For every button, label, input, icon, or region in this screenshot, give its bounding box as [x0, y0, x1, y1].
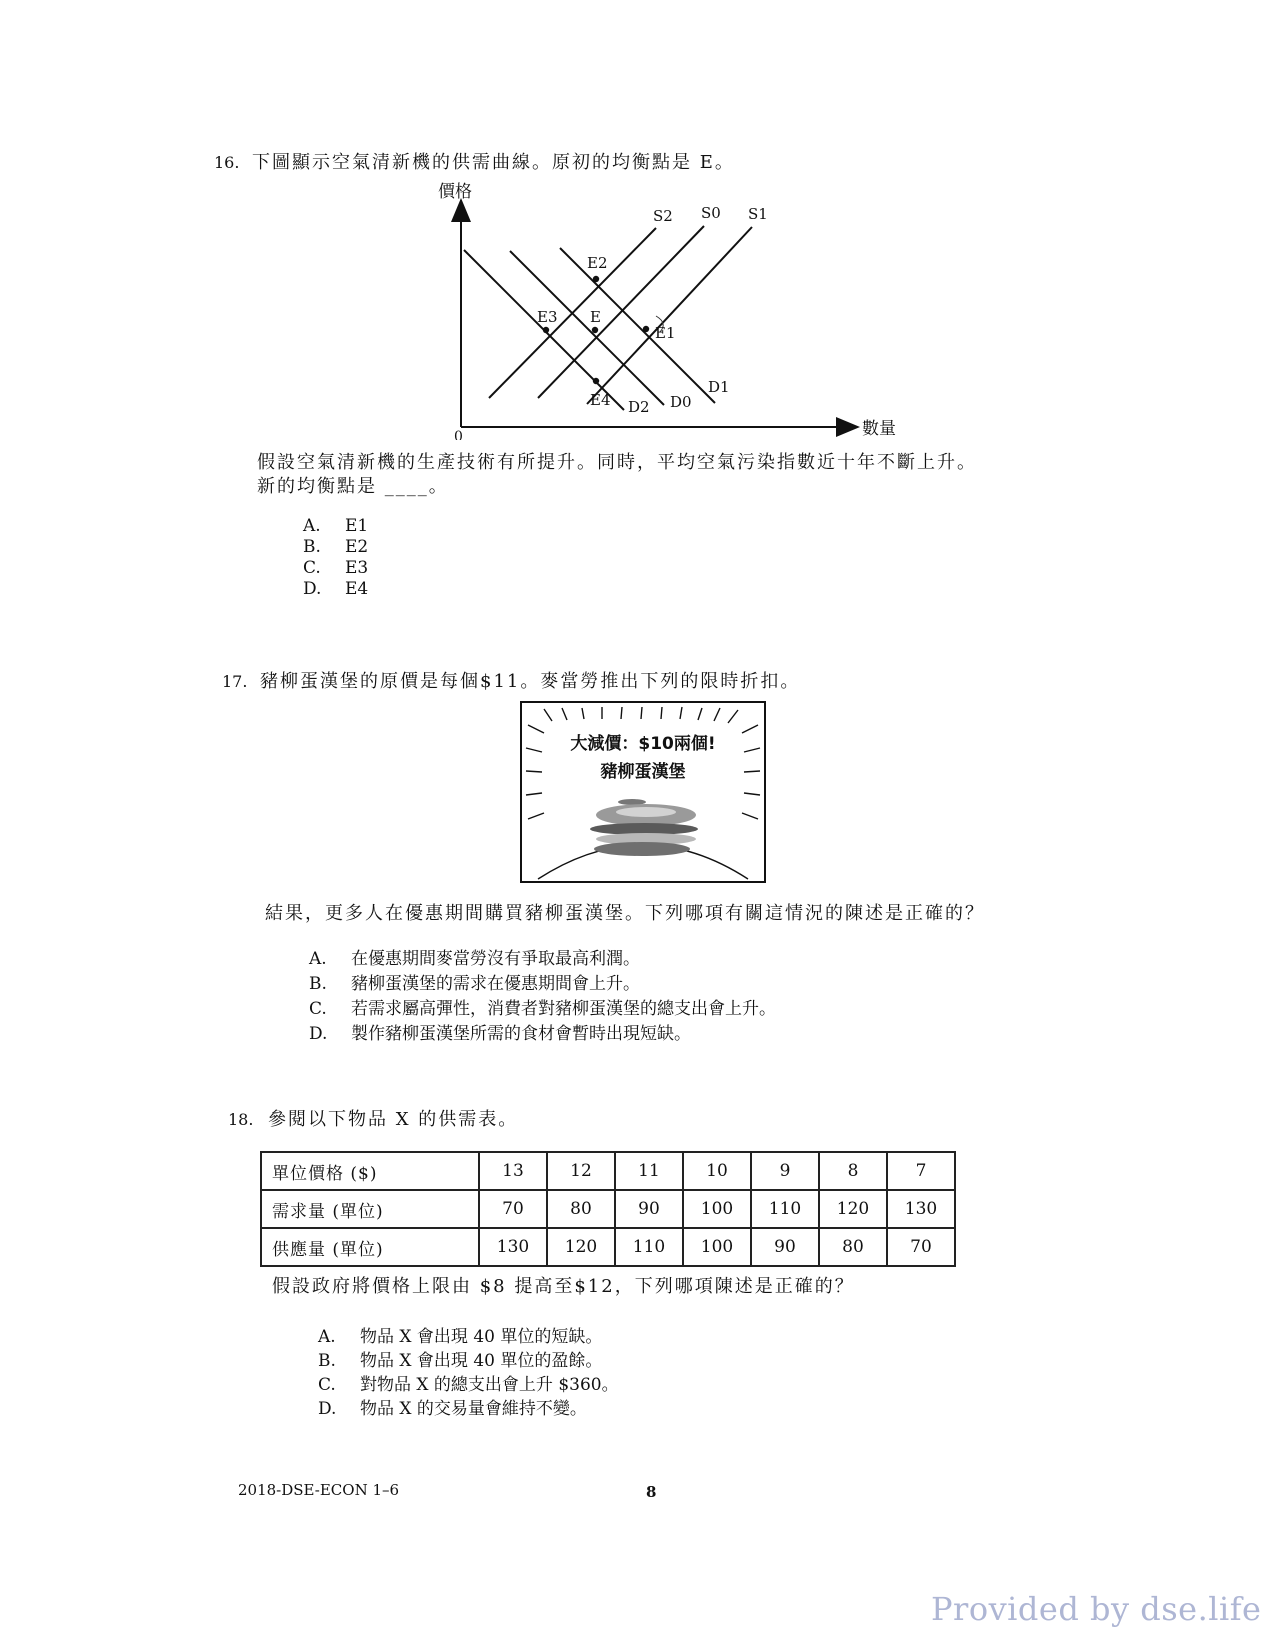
burger-illustration	[590, 799, 698, 856]
label-e3: E3	[537, 308, 558, 326]
label-e4: E4	[590, 391, 611, 409]
table-cell: 70	[479, 1190, 547, 1228]
watermark-link[interactable]: Provided by dse.life	[931, 1590, 1262, 1628]
label-s1: S1	[748, 205, 768, 223]
q16-option-b[interactable]: B. E2	[303, 537, 369, 557]
label-s2: S2	[653, 207, 673, 225]
table-row-price	[261, 1152, 955, 1190]
label-e2: E2	[587, 254, 608, 272]
row-header-demand: 需求量 (單位)	[261, 1190, 479, 1228]
y-axis-label: 價格	[438, 182, 472, 202]
label-e1: E1	[655, 324, 676, 342]
poster-headline: 大減價：$10兩個!	[570, 734, 716, 754]
table-row-supply	[261, 1228, 955, 1266]
supply-demand-chart	[420, 178, 900, 440]
question-16-number: 16.	[214, 153, 240, 172]
question-17-stem: 豬柳蛋漢堡的原價是每個$11。麥當勞推出下列的限時折扣。	[260, 671, 801, 692]
q18-option-c[interactable]: C. 對物品 X 的總支出會上升 $360。	[318, 1375, 619, 1395]
table-row-demand	[261, 1190, 955, 1228]
supply-demand-table	[260, 1151, 956, 1267]
table-cell: 110	[615, 1228, 683, 1266]
point-e4	[593, 378, 599, 384]
table-cell: 9	[751, 1152, 819, 1190]
table-cell: 7	[887, 1152, 955, 1190]
point-e	[592, 327, 598, 333]
row-header-price: 單位價格 ($)	[261, 1152, 479, 1190]
table-cell: 70	[887, 1228, 955, 1266]
promo-poster	[520, 701, 766, 883]
point-e3	[543, 327, 549, 333]
table-cell: 110	[751, 1190, 819, 1228]
x-axis-label: 數量	[862, 419, 896, 439]
q17-option-a[interactable]: A. 在優惠期間麥當勞沒有爭取最高利潤。	[309, 949, 640, 969]
question-16-text-line2: 新的均衡點是 ____。	[257, 476, 449, 497]
table-cell: 12	[547, 1152, 615, 1190]
q17-option-c[interactable]: C. 若需求屬高彈性，消費者對豬柳蛋漢堡的總支出會上升。	[309, 999, 776, 1019]
table-cell: 90	[615, 1190, 683, 1228]
table-cell: 130	[479, 1228, 547, 1266]
question-18-text: 假設政府將價格上限由 $8 提高至$12，下列哪項陳述是正確的？	[272, 1276, 855, 1297]
q16-option-a[interactable]: A. E1	[303, 516, 369, 536]
point-e2	[593, 276, 599, 282]
question-16-text-line1: 假設空氣清新機的生產技術有所提升。同時，平均空氣污染指數近十年不斷上升。	[257, 452, 977, 473]
label-d0: D0	[670, 393, 692, 411]
question-18-number: 18.	[228, 1110, 254, 1129]
table-cell: 10	[683, 1152, 751, 1190]
page-number: 8	[646, 1483, 657, 1501]
table-cell: 120	[819, 1190, 887, 1228]
q16-option-c[interactable]: C. E3	[303, 558, 369, 578]
table-cell: 11	[615, 1152, 683, 1190]
table-cell: 130	[887, 1190, 955, 1228]
q17-option-b[interactable]: B. 豬柳蛋漢堡的需求在優惠期間會上升。	[309, 974, 640, 994]
question-18-stem: 參閱以下物品 X 的供需表。	[268, 1109, 519, 1130]
q16-option-d[interactable]: D. E4	[303, 579, 369, 599]
q18-option-d[interactable]: D. 物品 X 的交易量會維持不變。	[318, 1399, 587, 1419]
point-e1	[643, 326, 649, 332]
table-cell: 90	[751, 1228, 819, 1266]
table-cell: 80	[547, 1190, 615, 1228]
table-cell: 80	[819, 1228, 887, 1266]
question-17-text: 結果，更多人在優惠期間購買豬柳蛋漢堡。下列哪項有關這情況的陳述是正確的？	[265, 903, 985, 924]
q18-option-b[interactable]: B. 物品 X 會出現 40 單位的盈餘。	[318, 1351, 603, 1371]
table-cell: 13	[479, 1152, 547, 1190]
origin-label: 0	[454, 429, 463, 440]
label-s0: S0	[701, 204, 721, 222]
label-d2: D2	[628, 398, 650, 416]
table-cell: 8	[819, 1152, 887, 1190]
question-16-stem: 下圖顯示空氣清新機的供需曲線。原初的均衡點是 E。	[252, 152, 735, 173]
table-cell: 100	[683, 1228, 751, 1266]
q17-option-d[interactable]: D. 製作豬柳蛋漢堡所需的食材會暫時出現短缺。	[309, 1024, 691, 1044]
paper-code: 2018-DSE-ECON 1–6	[238, 1481, 400, 1499]
poster-product-name: 豬柳蛋漢堡	[600, 762, 686, 782]
row-header-supply: 供應量 (單位)	[261, 1228, 479, 1266]
table-cell: 100	[683, 1190, 751, 1228]
table-cell: 120	[547, 1228, 615, 1266]
question-17-number: 17.	[222, 672, 248, 691]
label-e: E	[590, 308, 601, 326]
q18-option-a[interactable]: A. 物品 X 會出現 40 單位的短缺。	[318, 1327, 603, 1347]
label-d1: D1	[708, 378, 730, 396]
